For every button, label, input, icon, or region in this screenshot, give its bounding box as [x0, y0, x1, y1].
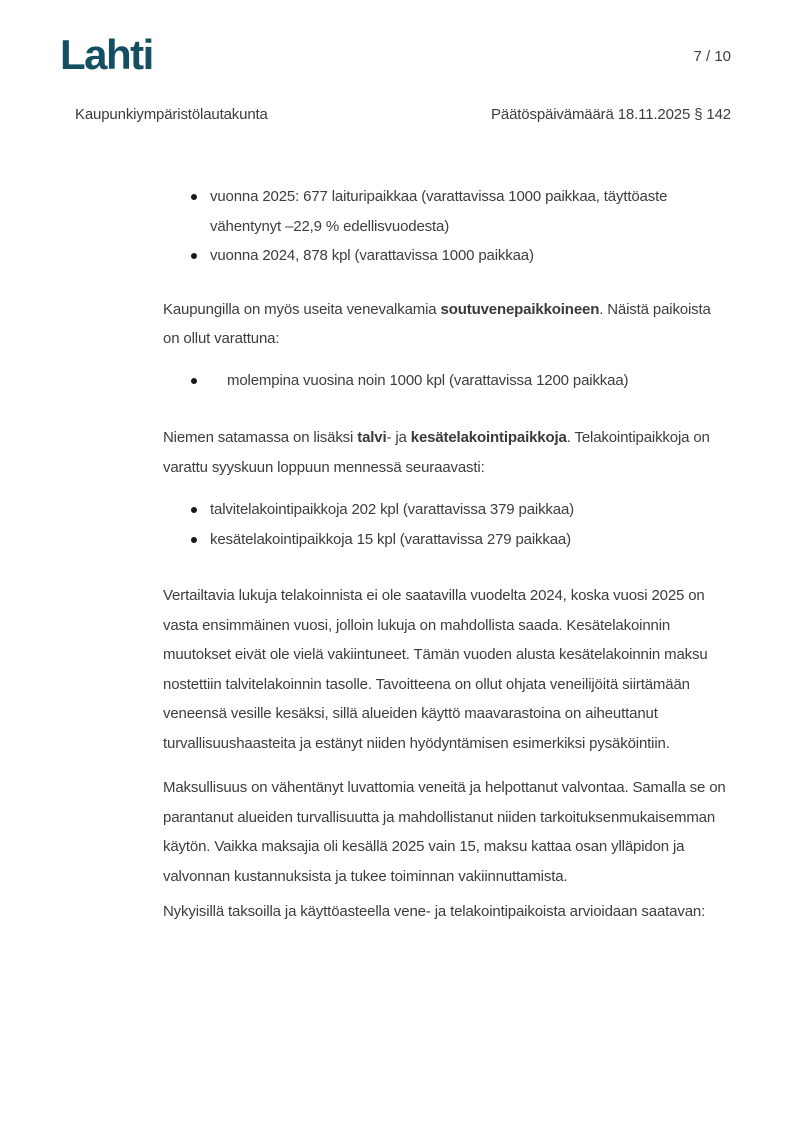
paragraph-text: . Näistä paikoista on ollut varattuna: [163, 300, 711, 347]
list-item [163, 495, 731, 525]
bullet-icon [191, 194, 197, 200]
list-item-text: vuonna 2024, 878 kpl (varattavissa 1000 paikkaa) [210, 247, 534, 264]
paragraph-text: Niemen satamassa on lisäksi [163, 429, 358, 446]
bullet-icon [191, 253, 197, 259]
paragraph-venevalkamat [163, 295, 731, 354]
bold-text: talvi [357, 429, 387, 446]
paragraph-text: . Telakointipaikkoja on varattu syyskuun loppuun mennessä seuraavasti: [163, 429, 710, 476]
list-item [163, 525, 731, 555]
page-number: 7 / 10 [693, 48, 731, 65]
bullet-icon [191, 378, 197, 384]
list-item-text: talvitelakointipaikkoja 202 kpl (varattavissa 379 paikkaa) [210, 501, 575, 518]
bullet-icon [191, 537, 197, 543]
list-item [163, 366, 731, 396]
decision-date: Päätöspäivämäärä 18.11.2025 § 142 [491, 106, 731, 123]
paragraph-text: - ja [386, 429, 411, 446]
list-item-text: molempina vuosina noin 1000 kpl (varattavissa 1200 paikkaa) [227, 371, 629, 389]
paragraph-text: Kaupungilla on myös useita venevalkamia [163, 300, 441, 318]
document-header [75, 106, 731, 123]
laituripaikat-list [163, 182, 731, 271]
paragraph-niemi [163, 423, 731, 482]
bullet-icon [191, 507, 197, 513]
venevalkamat-list [163, 366, 731, 396]
bold-text: kesätelakointipaikkoja [410, 429, 567, 446]
lahti-logo: Lahti [60, 31, 153, 78]
paragraph-vertailu: Vertailtavia lukuja telakoinnista ei ole saatavilla vuodelta 2024, koska vuosi 2025 on vasta ensimmäinen vuosi, jolloin lukuja on mahdollista saada. Kesätelakoinnin muutokset eivät ole vielä vakiintuneet. Tämän vuoden alusta kesätelakoinnin maksu nostettiin talvitelakoinnin tasolle. Tavoitteena on ollut ohjata veneilijöitä siirtämään veneensä vesille kesäksi, sillä alueiden käyttö maavarastoina on aiheuttanut turvallisuushaasteita ja estänyt niiden hyödyntämisen esimerkiksi pysäköintiin. [163, 587, 708, 752]
list-item [163, 241, 731, 271]
list-item-text: kesätelakointipaikkoja 15 kpl (varattavissa 279 paikkaa) [210, 530, 571, 548]
telakointi-list [163, 495, 731, 554]
list-item [163, 182, 731, 241]
document-body [163, 128, 731, 927]
committee-name: Kaupunkiympäristölautakunta [75, 106, 268, 123]
paragraph-nykyiset: Nykyisillä taksoilla ja käyttöasteella vene- ja telakointipaikoista arvioidaan saatavan: [163, 903, 706, 920]
paragraph-maksullisuus: Maksullisuus on vähentänyt luvattomia veneitä ja helpottanut valvontaa. Samalla se on parantanut alueiden turvallisuutta ja mahdollistanut niiden tarkoituksenmukaisemman käytön. Vaikka maksajia oli kesällä 2025 vain 15, maksu kattaa osan ylläpidon ja valvonnan kustannuksista ja tukee toiminnan vakiinnuttamista. [163, 779, 726, 885]
bold-text: soutuvenepaikkoineen [440, 300, 600, 318]
list-item-text: vuonna 2025: 677 laituripaikkaa (varattavissa 1000 paikkaa, täyttöaste vähentynyt –22,9 % edellisvuodesta) [210, 188, 668, 235]
